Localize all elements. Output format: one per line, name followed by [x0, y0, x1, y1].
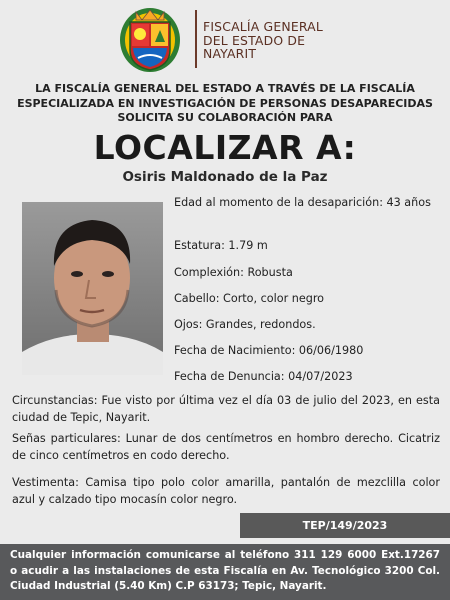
intro-text — [0, 82, 450, 126]
intro-line-1: LA FISCALÍA GENERAL DEL ESTADO A TRAVÉS DE LA FISCALÍA — [35, 82, 415, 95]
detail-birth-date: Fecha de Nacimiento: 06/06/1980 — [174, 344, 364, 357]
clothing: Vestimenta: Camisa tipo polo color amarilla, pantalón de mezclilla color azul y calzado tipo mocasín color negro. — [12, 476, 440, 506]
agency-line-3: NAYARIT — [203, 46, 257, 61]
header-divider — [195, 10, 197, 68]
circumstances: Circunstancias: Fue visto por última vez el día 03 de julio del 2023, en esta ciudad de Tepic, Nayarit. — [12, 394, 440, 424]
detail-height: Estatura: 1.79 m — [174, 239, 268, 252]
distinguishing-marks: Señas particulares: Lunar de dos centímetros en hombro derecho. Cicatriz de cinco centímetros en codo derecho. — [12, 432, 440, 462]
agency-line-2: DEL ESTADO DE — [203, 32, 306, 48]
intro-line-2: ESPECIALIZADA EN INVESTIGACIÓN DE PERSONAS DESAPARECIDAS — [17, 96, 433, 110]
footer-contact-text: Cualquier información comunicarse al teléfono 311 129 6000 Ext.17267 o acudir a las instalaciones de esta Fiscalía en Av. Tecnológico 3200 Col. Ciudad Industrial (5.40 Km) C.P 63173; Tepic, Nayarit. — [10, 549, 440, 592]
case-id-badge: TEP/149/2023 — [240, 513, 450, 538]
agency-line-1: FISCALÍA GENERAL — [203, 19, 323, 34]
agency-name — [203, 20, 323, 61]
detail-report-date: Fecha de Denuncia: 04/07/2023 — [174, 370, 353, 383]
header — [0, 0, 450, 80]
headline: LOCALIZAR A: — [93, 128, 357, 167]
intro-line-3: SOLICITA SU COLABORACIÓN PARA — [117, 111, 333, 124]
person-name: Osiris Maldonado de la Paz — [122, 169, 328, 185]
footer — [0, 544, 450, 600]
detail-eyes: Ojos: Grandes, redondos. — [174, 318, 316, 331]
detail-build: Complexión: Robusta — [174, 266, 293, 279]
detail-hair: Cabello: Corto, color negro — [174, 292, 325, 305]
nayarit-coat-of-arms-icon — [118, 6, 182, 74]
detail-age: Edad al momento de la desaparición: 43 años — [174, 196, 431, 209]
person-photo — [22, 202, 163, 375]
